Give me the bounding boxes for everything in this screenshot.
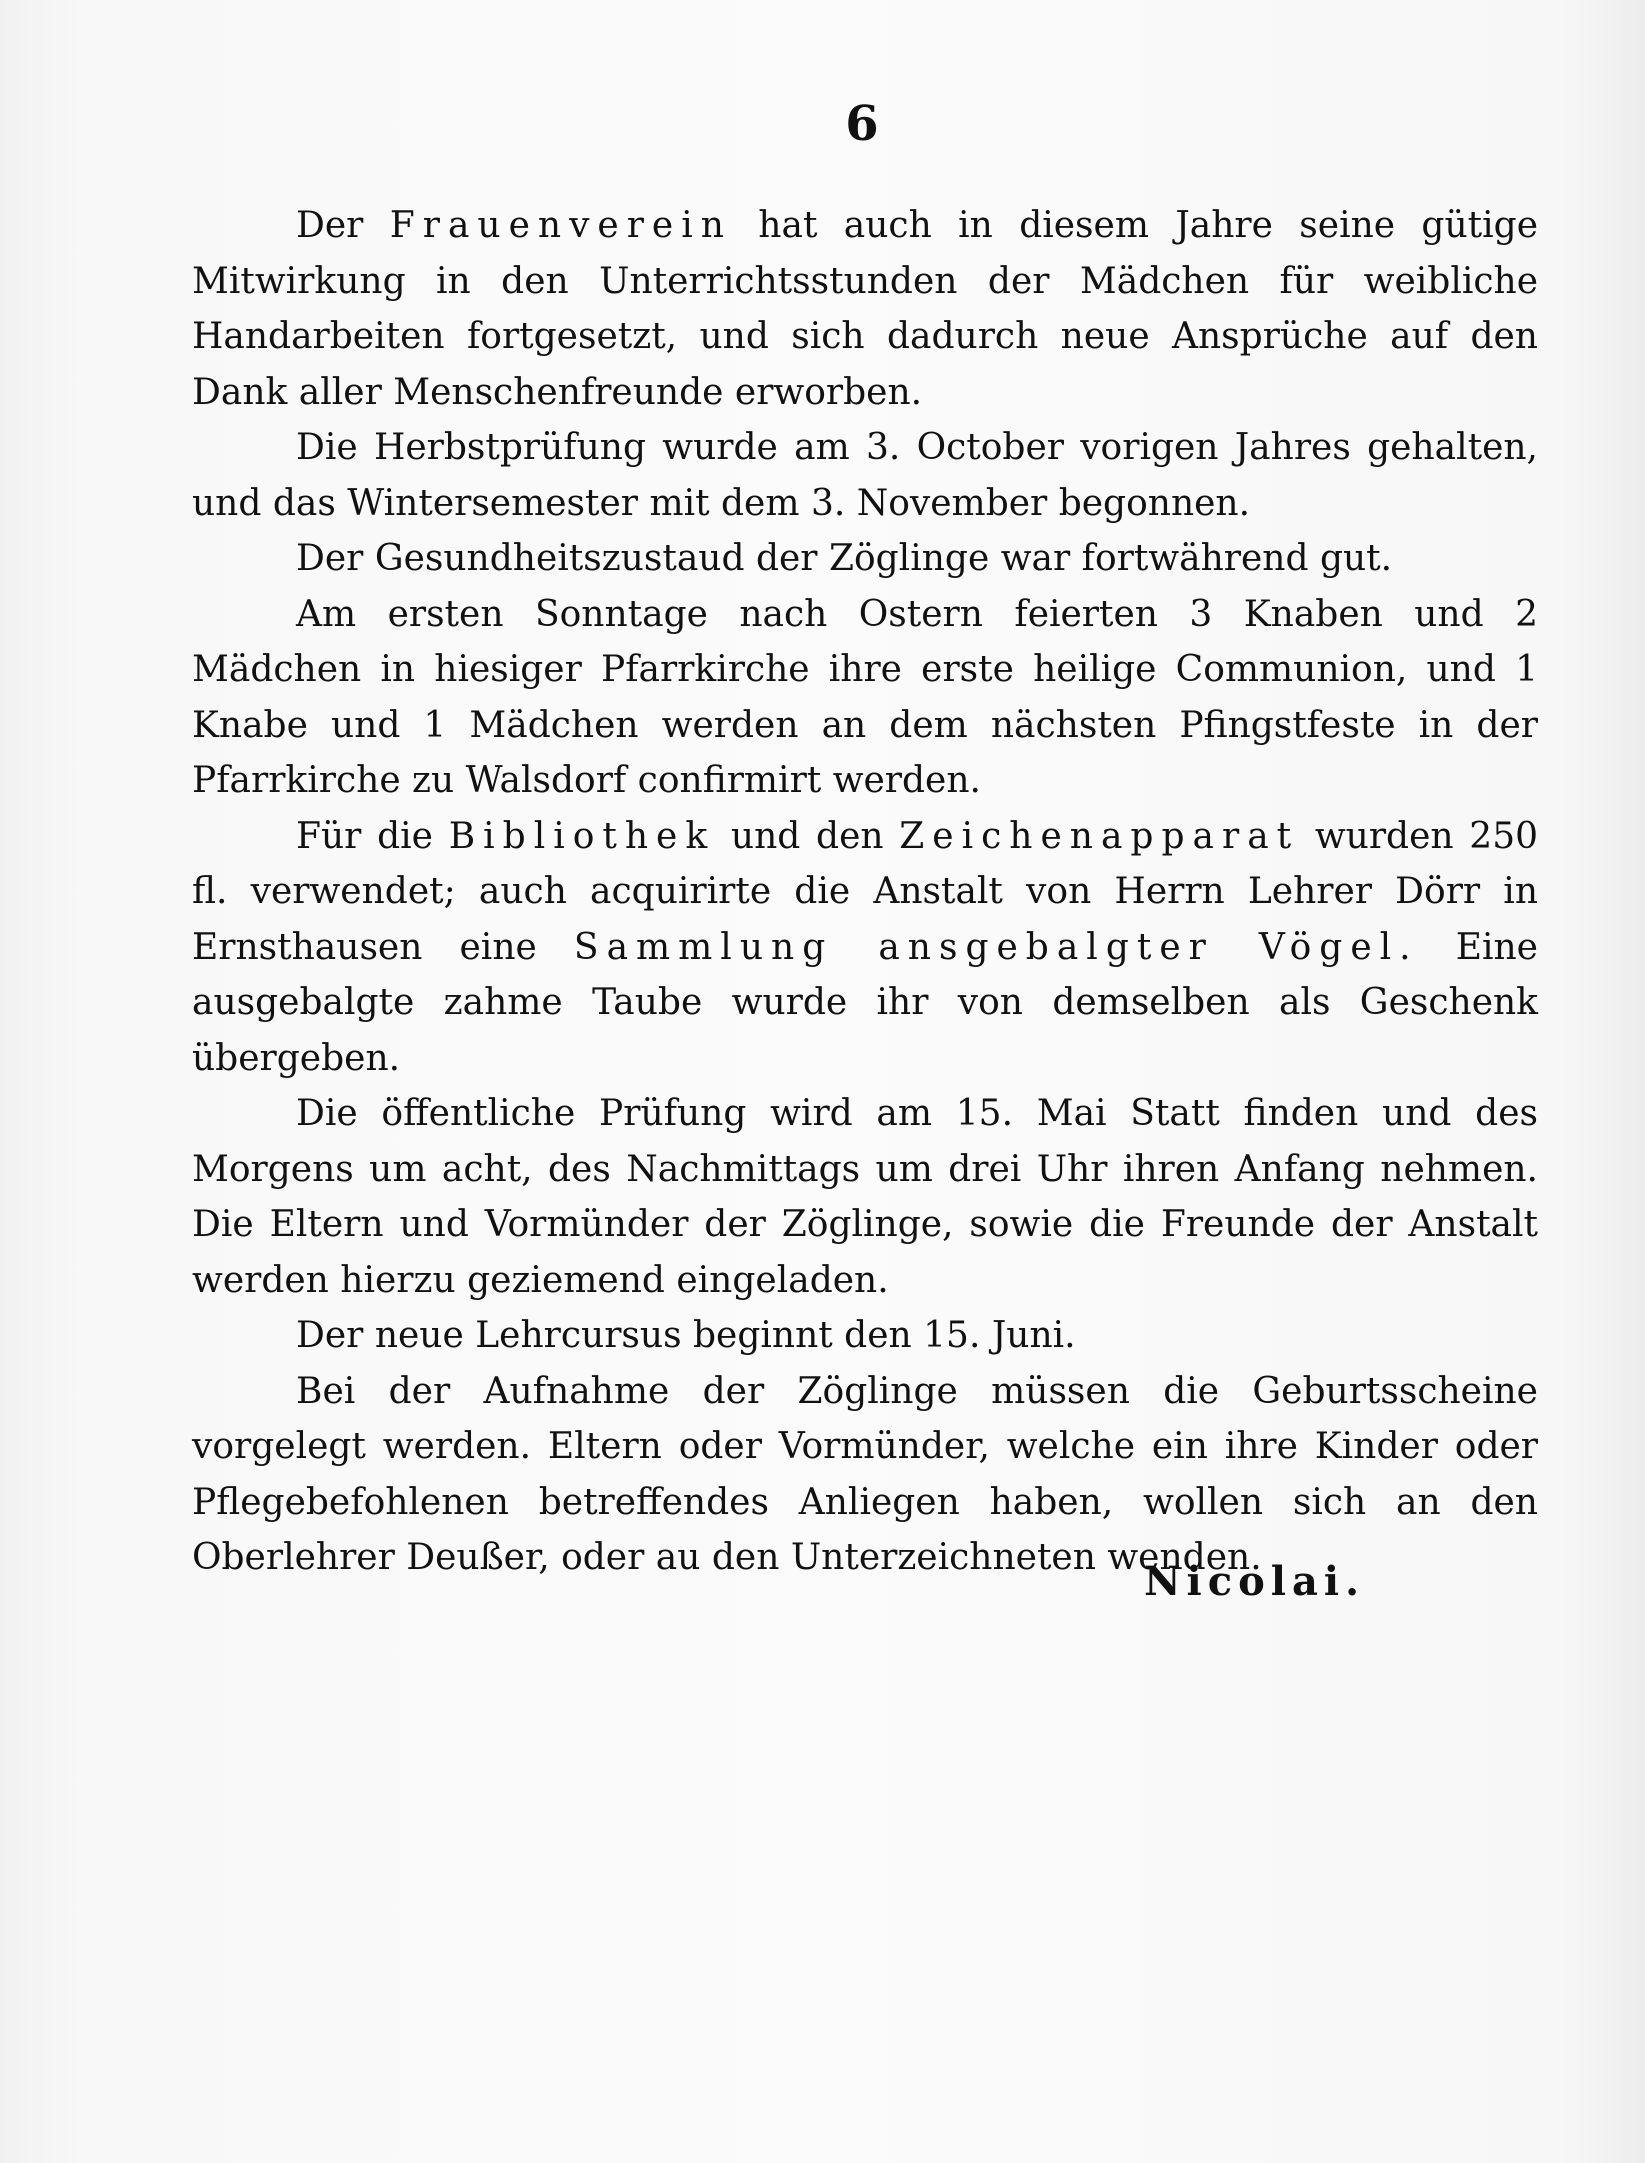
- paragraph-text: Für die: [296, 815, 449, 857]
- paragraph-text: und den: [715, 815, 900, 857]
- paragraph-text: Am ersten Sonntage nach Ostern feierten 3 Knaben und 2 Mädchen in hiesiger Pfarrkirche ihre erste heilige Communion, und 1 Knabe und 1 Mädchen werden an dem nächsten Pfingstfeste in der Pfarrkirche zu Walsdorf confirmirt werden.: [192, 593, 1538, 801]
- paragraph: [192, 1364, 1538, 1586]
- paragraph: [192, 809, 1538, 1087]
- paragraph: [192, 420, 1538, 531]
- emphasized-text: Frauenverein: [389, 205, 732, 246]
- paragraph: [192, 1308, 1538, 1364]
- paragraph-text: wurden 250 fl. verwendet; auch acquirirte die Anstalt von Herrn Lehrer Dörr in Ernsthausen eine: [192, 815, 1539, 968]
- emphasized-text: Zeichenapparat: [899, 815, 1300, 857]
- page-number: 6: [845, 96, 879, 152]
- paragraph-text: Die Herbstprüfung wurde am 3. October vorigen Jahres gehalten, und das Wintersemester mit dem 3. November begonnen.: [192, 427, 1538, 524]
- paragraph: [192, 587, 1538, 809]
- paragraph: [192, 198, 1538, 420]
- paragraph-text: Der Gesundheitszustaud der Zöglinge war fortwährend gut.: [296, 538, 1393, 579]
- paragraph-text: Die öffentliche Prüfung wird am 15. Mai Statt finden und des Morgens um acht, des Nachmittags um drei Uhr ihren Anfang nehmen. Die Eltern und Vormünder der Zöglinge, sowie die Freunde der Anstalt werden hierzu geziemend eingeladen.: [192, 1093, 1538, 1301]
- emphasized-text: Sammlung ansgebalgter Vögel.: [573, 926, 1419, 968]
- paragraph-text: Eine ausgebalgte zahme Taube wurde ihr von demselben als Geschenk übergeben.: [192, 926, 1538, 1079]
- paragraph-text: Bei der Aufnahme der Zöglinge müssen die Geburtsscheine vorgelegt werden. Eltern oder Vormünder, welche ein ihre Kinder oder Pflegebefohlenen betreffendes Anliegen haben, wollen sich an den Oberlehrer Deußer, oder au den Unterzeichneten wenden.: [192, 1370, 1538, 1578]
- body-text: [192, 198, 1538, 1586]
- paragraph-text: Der neue Lehrcursus beginnt den 15. Juni.: [296, 1315, 1076, 1356]
- paragraph: [192, 531, 1538, 587]
- paragraph: [192, 1086, 1538, 1308]
- signature: Nicolai.: [1143, 1558, 1365, 1605]
- emphasized-text: Bibliothek: [448, 815, 716, 857]
- paragraph-text: hat auch in diesem Jahre seine gütige Mitwirkung in den Unterrichtsstunden der Mädchen für weibliche Handarbeiten fortgesetzt, und sich dadurch neue Ansprüche auf den Dank aller Menschenfreunde erworben.: [192, 205, 1538, 413]
- paragraph-text: Der: [296, 205, 390, 246]
